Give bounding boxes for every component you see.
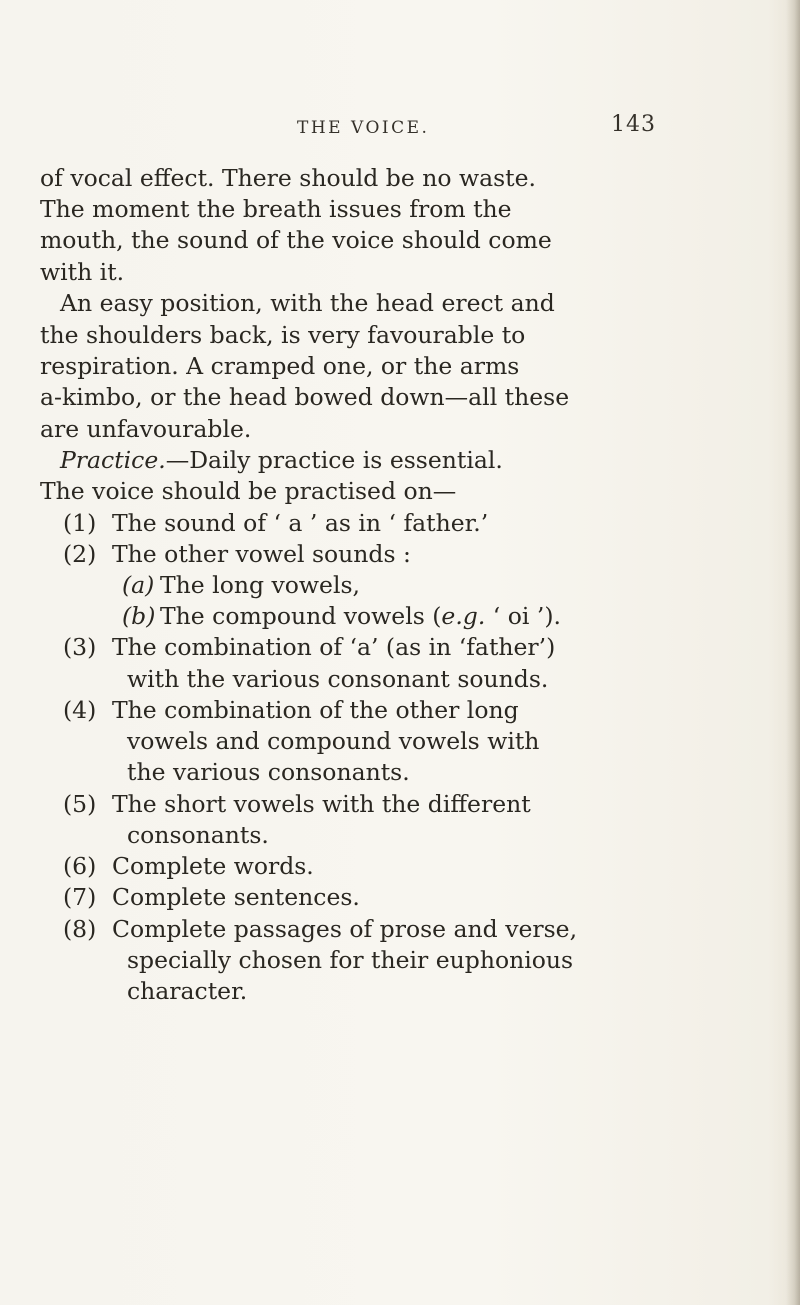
item-text: The short vowels with the different [112, 790, 531, 818]
item-text-continued: vowels and compound vowels with [127, 727, 540, 755]
item-number: (1) [63, 509, 97, 537]
practice-line [60, 445, 503, 475]
paragraph-line: respiration. A cramped one, or the arms [40, 352, 520, 380]
item-text: The combination of ‘a’ (as in ‘father’) [112, 633, 556, 661]
item-number: (7) [63, 883, 97, 911]
practice-label: Practice. [60, 446, 166, 474]
page-header [0, 112, 800, 142]
item-text-continued: character. [127, 977, 248, 1005]
paragraph-line: mouth, the sound of the voice should come [40, 226, 552, 254]
item-number: (2) [63, 540, 97, 568]
item-text-continued: consonants. [127, 821, 269, 849]
item-text: The other vowel sounds : [112, 540, 411, 568]
item-number: (5) [63, 790, 97, 818]
item-text: Complete words. [112, 852, 314, 880]
item-number: (4) [63, 696, 97, 724]
item-text: Complete passages of prose and verse, [112, 915, 578, 943]
paragraph-line: The moment the breath issues from the [40, 195, 512, 223]
paragraph-line: are unfavourable. [40, 415, 252, 443]
paragraph-line: An easy position, with the head erect and [60, 289, 555, 317]
item-number: (8) [63, 915, 97, 943]
item-number: (6) [63, 852, 97, 880]
sub-item-text-part: The compound vowels ( [160, 602, 442, 630]
paragraph-line: The voice should be practised on— [40, 477, 457, 505]
paragraph-line: the shoulders back, is very favourable to [40, 321, 526, 349]
running-head: THE VOICE. [297, 118, 430, 138]
sub-item-label: (b) [122, 602, 156, 630]
page-edge-shadow [786, 0, 800, 1305]
practice-text: —Daily practice is essential. [165, 446, 503, 474]
item-text-continued: the various consonants. [127, 758, 410, 786]
sub-item-text [160, 601, 561, 631]
paragraph-line: of vocal effect. There should be no waste. [40, 164, 536, 192]
sub-item-text: The long vowels, [160, 571, 360, 599]
item-text: The sound of ‘ a ’ as in ‘ father.’ [112, 509, 489, 537]
page-number: 143 [611, 112, 656, 137]
sub-item-italic: e.g. [441, 602, 486, 630]
item-number: (3) [63, 633, 97, 661]
item-text: Complete sentences. [112, 883, 360, 911]
item-text-continued: with the various consonant sounds. [127, 665, 549, 693]
sub-item-label: (a) [122, 571, 155, 599]
paragraph-line: a-kimbo, or the head bowed down—all these [40, 383, 570, 411]
paragraph-line: with it. [40, 258, 125, 286]
item-text: The combination of the other long [112, 696, 519, 724]
item-text-continued: specially chosen for their euphonious [127, 946, 574, 974]
sub-item-text-part: ‘ oi ’). [485, 602, 561, 630]
